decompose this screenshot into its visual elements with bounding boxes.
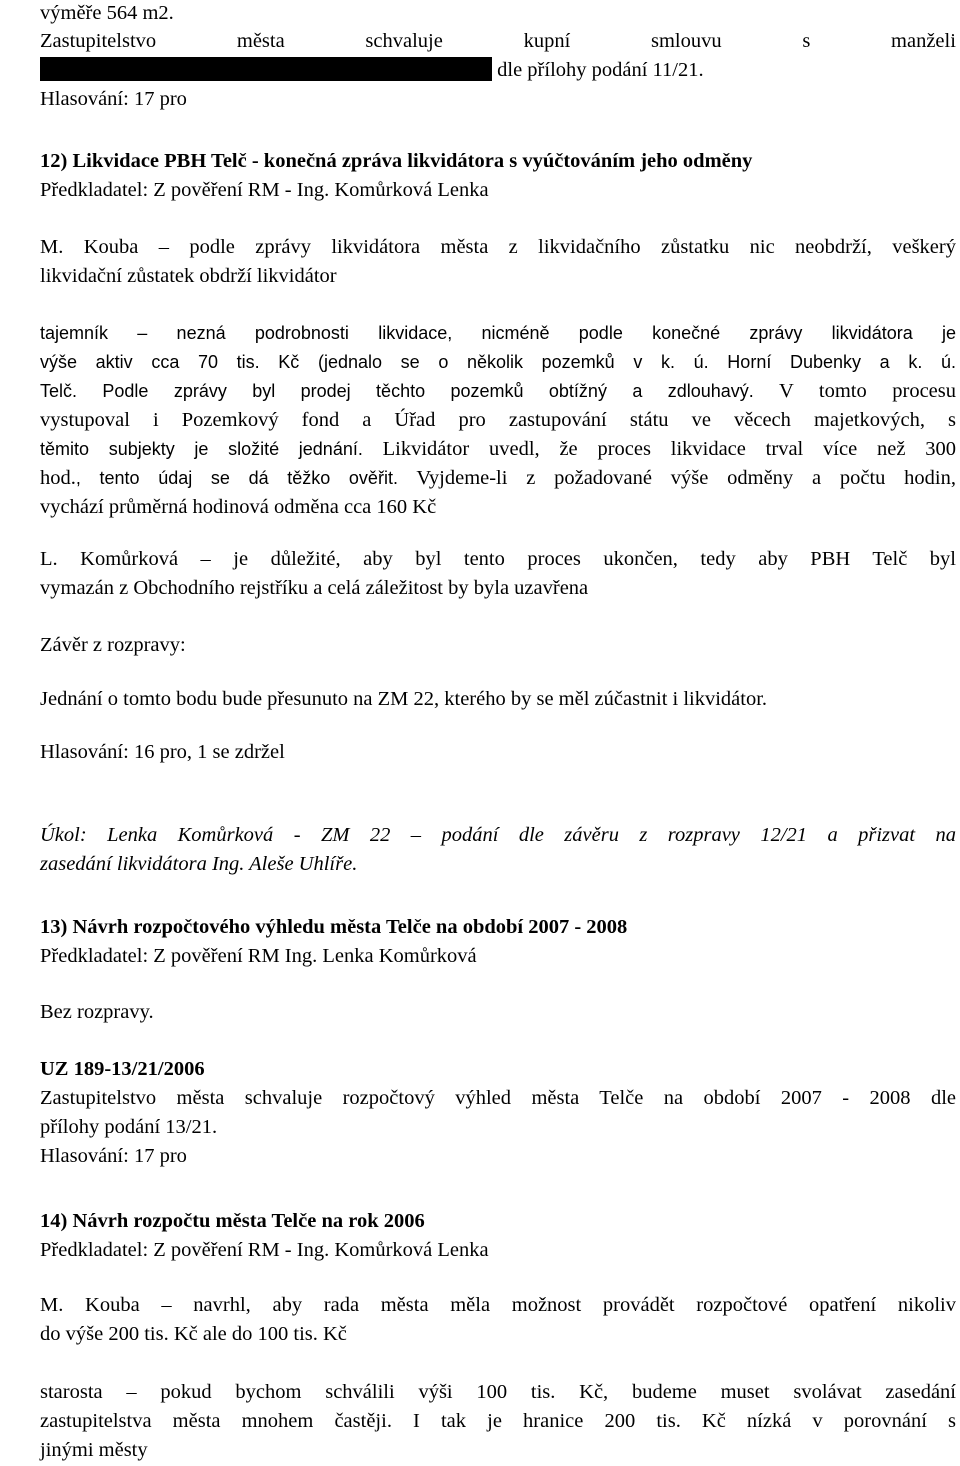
text-segment: , tento údaj se dá těžko ověřit. [75,468,398,488]
text-line: jinými městy [40,1439,148,1461]
text-line: vystupoval i Pozemkový fond a Úřad pro zastupování státu ve věcech majetkových, s [40,409,956,431]
text-segment: Vyjdeme-li z požadované výše odměny a počtu hodin, [397,467,956,489]
speaker-paragraph-komurkova: L. Komůrková – je důležité, aby byl tento proces ukončen, tedy aby PBH Telč byl [40,548,956,570]
word: Zastupitelstvo [40,30,157,52]
resolution-sentence [40,28,956,54]
text-line: zastupitelstva města mnohem častěji. I tak je hranice 200 tis. Kč nízká v porovnání s [40,1410,956,1432]
section-heading-13: 13) Návrh rozpočtového výhledu města Telče na období 2007 - 2008 [40,916,628,938]
no-debate-note: Bez rozpravy. [40,1001,154,1023]
text-line [40,465,956,491]
resolution-text: Zastupitelstvo města schvaluje rozpočtový výhled města Telče na období 2007 - 2008 dle [40,1087,956,1109]
text-line: výměře 564 m2. [40,2,174,24]
annex-reference: dle přílohy podání 11/21. [497,59,704,81]
task-note: Úkol: Lenka Komůrková - ZM 22 – podání dle závěru z rozpravy 12/21 a přizvat na [40,824,956,846]
presenter: Předkladatel: Z pověření RM - Ing. Komůrková Lenka [40,1239,489,1261]
speaker-paragraph-starosta: starosta – pokud bychom schválili výši 100 tis. Kč, budeme muset svolávat zasedání [40,1381,956,1403]
vote-result: Hlasování: 17 pro [40,88,187,110]
text-segment: V tomto procesu [753,380,956,402]
text-line [40,378,956,404]
text-line: likvidační zůstatek obdrží likvidátor [40,265,337,287]
text-segment: těmito subjekty je složité jednání. [40,439,363,459]
text-line: výše aktiv cca 70 tis. Kč (jednalo se o několik pozemků v k. ú. Horní Dubenky a k. ú. [40,352,956,372]
speaker-paragraph-kouba: M. Kouba – podle zprávy likvidátora města z likvidačního zůstatku nic neobdrží, veškerý [40,236,956,258]
text-line: zasedání likvidátora Ing. Aleše Uhlíře. [40,853,358,875]
text-line: vychází průměrná hodinová odměna cca 160 Kč [40,496,437,518]
conclusion-text: Jednání o tomto bodu bude přesunuto na ZM 22, kterého by se měl zúčastnit i likvidátor. [40,688,768,710]
text-line [40,57,704,83]
conclusion-label: Závěr z rozpravy: [40,634,186,656]
text-line: vymazán z Obchodního rejstříku a celá záležitost by byla uzavřena [40,577,589,599]
speaker-paragraph-tajemnik: tajemník – nezná podrobnosti likvidace, nicméně podle konečné zprávy likvidátora je [40,323,956,343]
text-segment: Telč. Podle zprávy byl prodej těchto pozemků obtížný a zdlouhavý. [40,381,754,401]
section-heading-14: 14) Návrh rozpočtu města Telče na rok 2006 [40,1210,425,1232]
vote-result: Hlasování: 16 pro, 1 se zdržel [40,741,285,763]
word: s [802,30,811,52]
word: schvaluje [365,30,443,52]
text-line: do výše 200 tis. Kč ale do 100 tis. Kč [40,1323,347,1345]
resolution-id: UZ 189-13/21/2006 [40,1058,205,1080]
text-line [40,436,956,462]
presenter: Předkladatel: Z pověření RM - Ing. Komůrková Lenka [40,179,489,201]
redaction-bar [40,57,492,81]
word: smlouvu [650,30,722,52]
word: kupní [523,30,571,52]
text-segment: hod. [40,467,76,489]
speaker-paragraph-kouba: M. Kouba – navrhl, aby rada města měla možnost provádět rozpočtové opatření nikoliv [40,1294,956,1316]
presenter: Předkladatel: Z pověření RM Ing. Lenka Komůrková [40,945,477,967]
word: manželi [891,30,956,52]
vote-result: Hlasování: 17 pro [40,1145,187,1167]
word: města [236,30,285,52]
section-heading-12: 12) Likvidace PBH Telč - konečná zpráva likvidátora s vyúčtováním jeho odměny [40,150,753,172]
text-segment: Likvidátor uvedl, že proces likvidace trval více než 300 [362,438,956,460]
text-line: přílohy podání 13/21. [40,1116,218,1138]
